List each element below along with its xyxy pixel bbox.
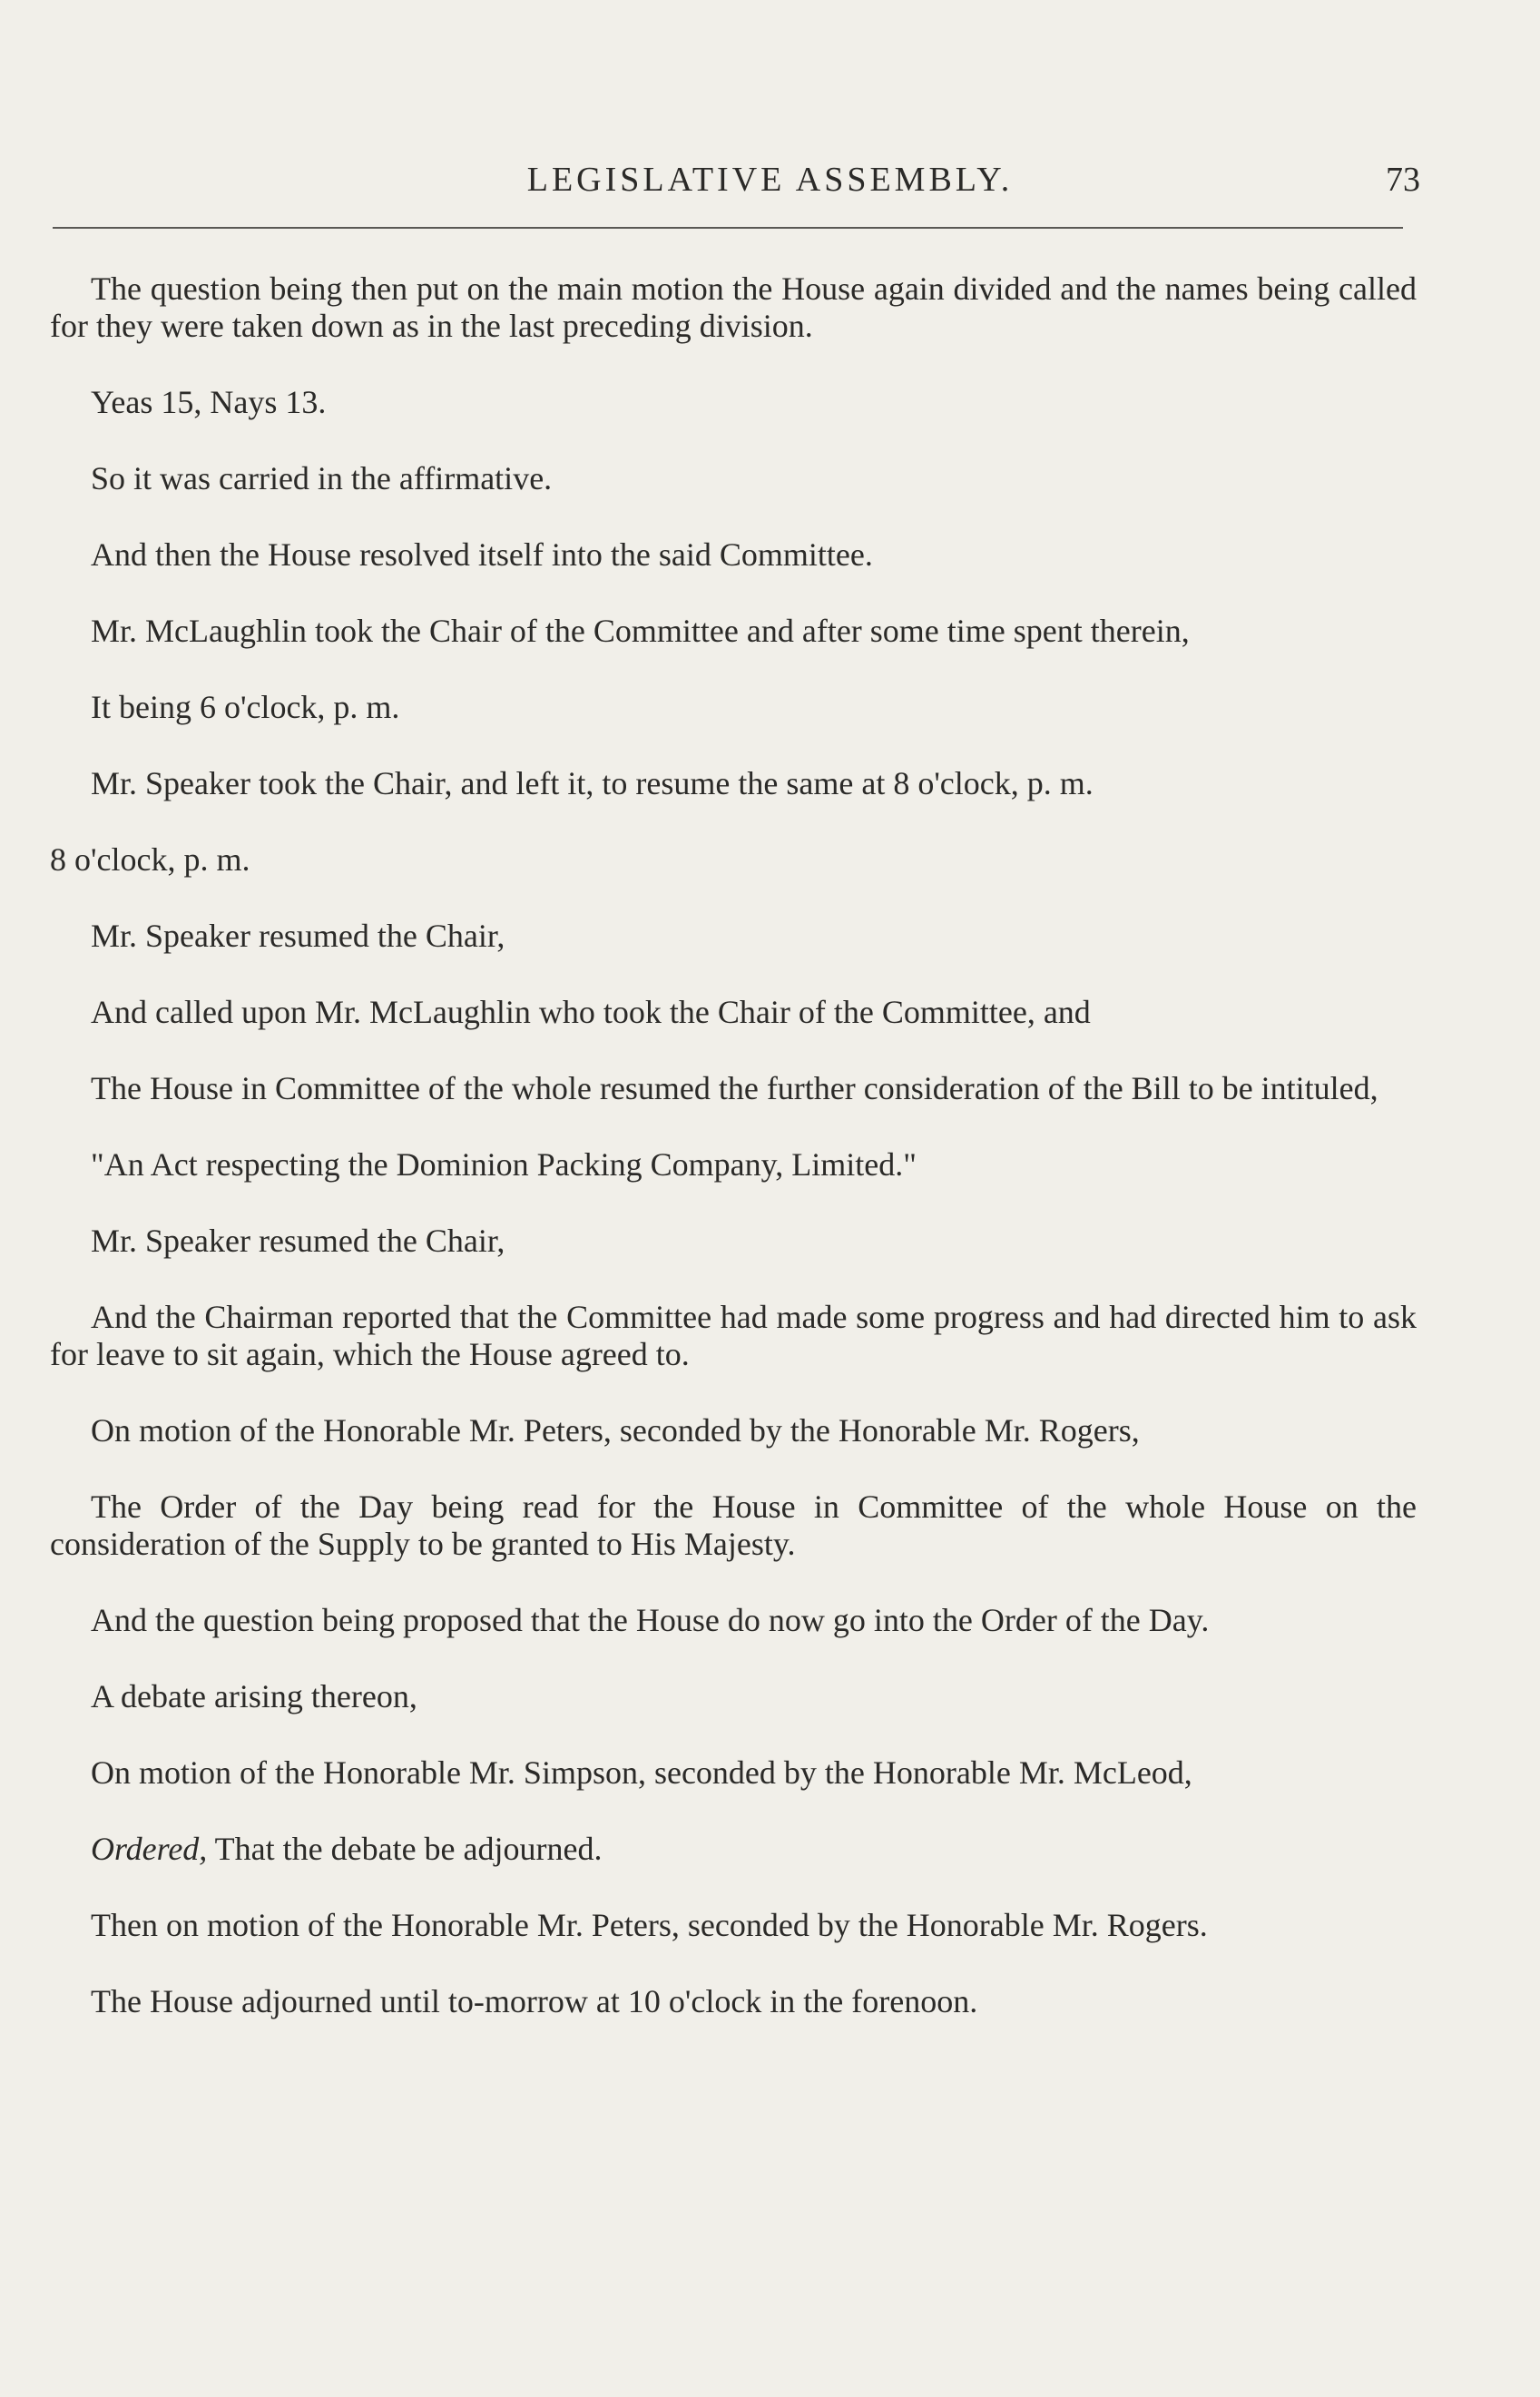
- paragraph-main-motion-division: The question being then put on the main motion the House again divided and the names being called for they were taken down as in the last preceding division.: [50, 270, 1417, 344]
- header-rule: [53, 227, 1403, 229]
- paragraph-eight-oclock: 8 o'clock, p. m.: [50, 841, 250, 878]
- body-text: [50, 270, 1417, 2059]
- paragraph-speaker-resumed-2: Mr. Speaker resumed the Chair,: [91, 1223, 505, 1259]
- paragraph-speaker-took-chair: Mr. Speaker took the Chair, and left it, to resume the same at 8 o'clock, p. m.: [91, 765, 1094, 801]
- paragraph-vote-count: Yeas 15, Nays 13.: [91, 384, 327, 420]
- paragraph-house-into-committee: And then the House resolved itself into the said Committee.: [91, 536, 873, 573]
- ordered-label: Ordered,: [91, 1831, 208, 1867]
- paragraph-debate-arising: A debate arising thereon,: [91, 1678, 417, 1714]
- paragraph-chairman-reported: And the Chairman reported that the Committee had made some progress and had directed him to ask for leave to sit again, which the House agreed to.: [50, 1299, 1417, 1372]
- paragraph-mclaughlin-chair: Mr. McLaughlin took the Chair of the Committee and after some time spent therein,: [91, 613, 1190, 649]
- paragraph-order-of-day: The Order of the Day being read for the House in Committee of the whole House on the consideration of the Supply to be granted to His Majesty.: [50, 1488, 1417, 1562]
- paragraph-speaker-resumed-1: Mr. Speaker resumed the Chair,: [91, 918, 505, 954]
- paragraph-question-proposed: And the question being proposed that the House do now go into the Order of the Day.: [91, 1602, 1210, 1638]
- paragraph-carried: So it was carried in the affirmative.: [91, 460, 553, 496]
- paragraph-committee-resumed: The House in Committee of the whole resumed the further consideration of the Bill to be intituled,: [91, 1070, 1378, 1106]
- page-number: 73: [1386, 161, 1420, 199]
- paragraph-six-oclock: It being 6 o'clock, p. m.: [91, 689, 400, 725]
- paragraph-motion-simpson: On motion of the Honorable Mr. Simpson, seconded by the Honorable Mr. McLeod,: [91, 1754, 1192, 1791]
- running-title: LEGISLATIVE ASSEMBLY.: [526, 161, 1014, 199]
- paragraph-called-upon: And called upon Mr. McLaughlin who took the Chair of the Committee, and: [91, 994, 1091, 1030]
- paragraph-ordered: [50, 1831, 1417, 1868]
- page-header: [0, 160, 1540, 214]
- paragraph-motion-peters-1: On motion of the Honorable Mr. Peters, seconded by the Honorable Mr. Rogers,: [91, 1412, 1140, 1449]
- paragraph-motion-peters-2: Then on motion of the Honorable Mr. Peters, seconded by the Honorable Mr. Rogers.: [91, 1907, 1208, 1943]
- ordered-text: That the debate be adjourned.: [207, 1831, 603, 1867]
- paragraph-bill-title: "An Act respecting the Dominion Packing Company, Limited.": [91, 1146, 917, 1183]
- paragraph-adjourned: The House adjourned until to-morrow at 10 o'clock in the forenoon.: [91, 1983, 978, 2019]
